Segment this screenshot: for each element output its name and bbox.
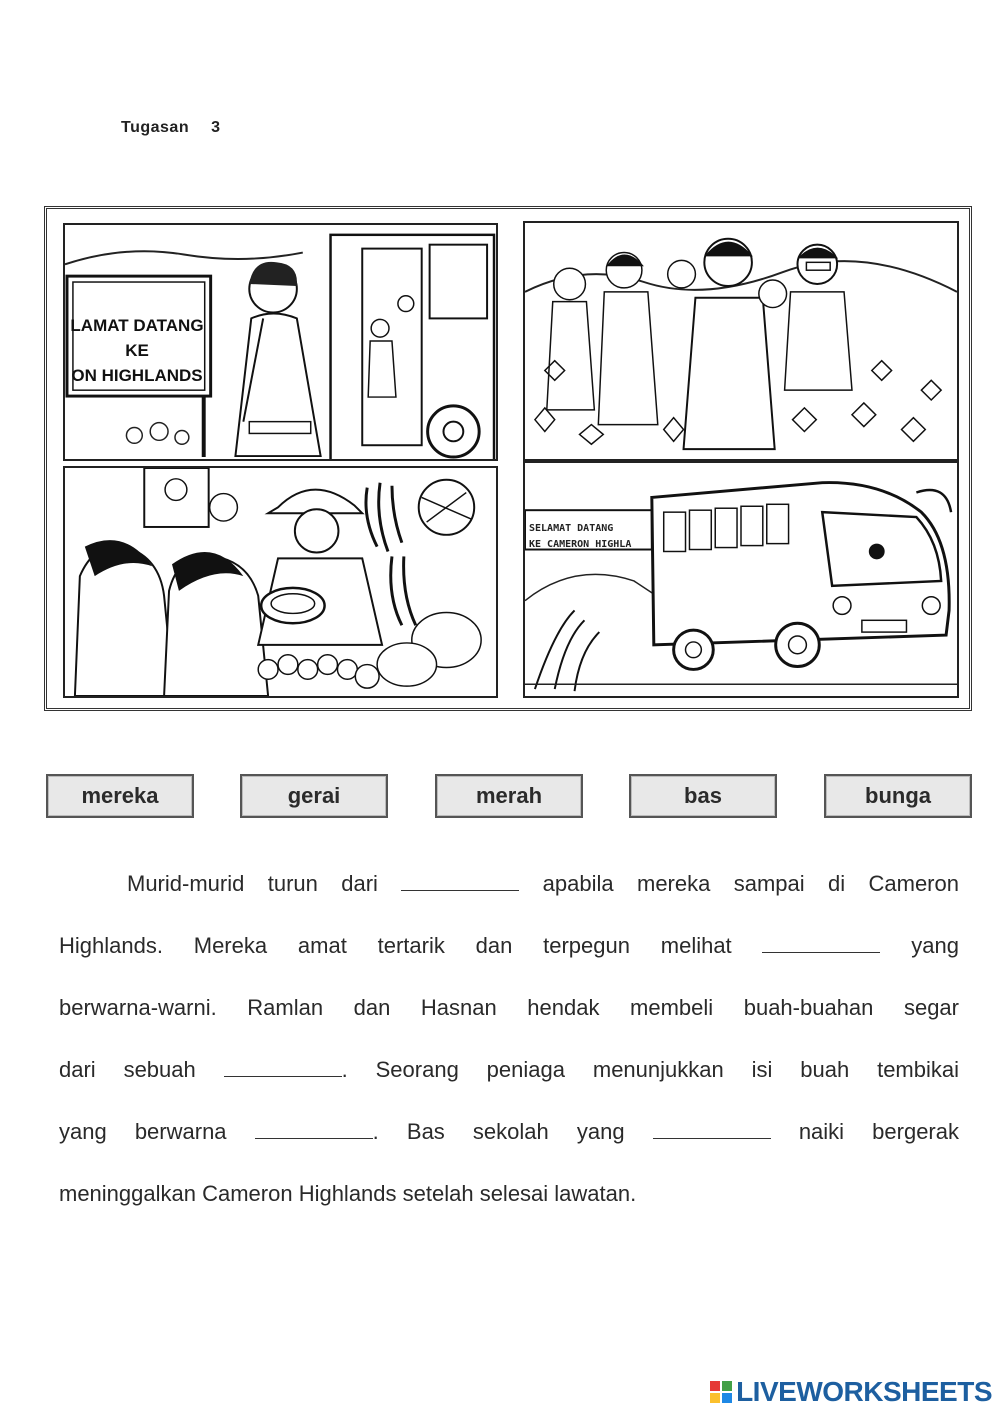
text-segment: dari sebuah [59, 1057, 196, 1082]
picture-frame [44, 206, 972, 711]
passage-line-3 [59, 988, 959, 1028]
passage-line-5 [59, 1112, 959, 1152]
sign-line-1: LAMAT DATANG [70, 316, 204, 335]
word-bas[interactable]: bas [629, 774, 777, 818]
welcome-sign-text [67, 313, 207, 388]
panel-bus-leaving [523, 461, 959, 698]
word-bunga[interactable]: bunga [824, 774, 972, 818]
blank-4[interactable] [255, 1116, 373, 1139]
sign-line-1: SELAMAT DATANG [529, 523, 614, 534]
panel-fruit-stall [63, 466, 498, 698]
text-segment: Murid-murid turun dari [127, 871, 378, 896]
text-segment: yang berwarna [59, 1119, 227, 1144]
blank-5[interactable] [653, 1116, 771, 1139]
passage-line-4 [59, 1050, 959, 1090]
task-title-label: Tugasan [121, 119, 190, 136]
task-title [121, 119, 221, 137]
text-segment: berwarna-warni. Ramlan dan Hasnan hendak membeli buah-buahan segar [59, 995, 959, 1020]
brand-name: LIVEWORKSHEETS [736, 1376, 992, 1407]
sign-line-2: KE CAMERON HIGHLA [529, 539, 632, 550]
text-segment: apabila mereka sampai di Cameron [542, 871, 959, 896]
passage-line-1 [127, 864, 959, 904]
panel-arrival [63, 223, 498, 461]
word-bank [46, 774, 972, 820]
fruit-stall-drawing [65, 468, 496, 696]
bus-drawing [525, 463, 957, 696]
text-segment: yang [911, 933, 959, 958]
blank-2[interactable] [762, 930, 880, 953]
flowers-drawing [525, 223, 957, 459]
blank-3[interactable] [224, 1054, 342, 1077]
sign-line-2: KE [125, 341, 149, 360]
text-segment: . Seorang peniaga menunjukkan isi buah tembikai [341, 1057, 959, 1082]
task-number: 3 [211, 119, 221, 136]
blank-1[interactable] [401, 868, 519, 891]
sign-line-3: ON HIGHLANDS [71, 366, 203, 385]
word-gerai[interactable]: gerai [240, 774, 388, 818]
passage-line-6 [59, 1174, 959, 1214]
text-segment: Highlands. Mereka amat tertarik dan terpegun melihat [59, 933, 732, 958]
passage-line-2 [59, 926, 959, 966]
text-segment: naiki bergerak [798, 1119, 959, 1144]
bus-panel-sign-text [529, 521, 653, 553]
liveworksheets-logo [710, 1376, 992, 1408]
text-segment: meninggalkan Cameron Highlands setelah selesai lawatan. [59, 1181, 637, 1206]
word-merah[interactable]: merah [435, 774, 583, 818]
panel-flowers [523, 221, 959, 461]
text-segment: . Bas sekolah yang [372, 1119, 625, 1144]
logo-squares-icon [710, 1381, 732, 1403]
word-mereka[interactable]: mereka [46, 774, 194, 818]
